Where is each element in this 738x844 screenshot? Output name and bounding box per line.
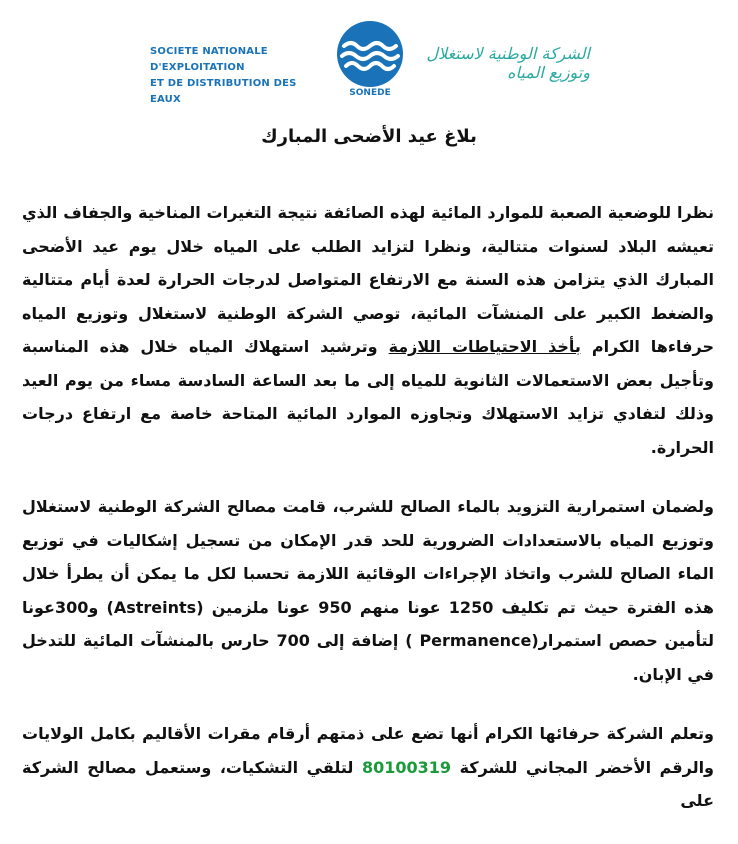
paragraph-1-text-b: وترشيد استهلاك المياه خلال هذه المناسبة وتأجيل بعض الاستعمالات الثانوية للمياه إلى ما بعد الساعة السادسة مساء من يوم العيد وذلك لتفادي تزايد الاستهلاك وتجاوزه الموارد المائية المتاحة خاصة مع ارتفاع درجات الحرارة. (22, 337, 714, 457)
paragraph-1-underlined-text: بأخذ الاحتياطات اللازمة (388, 337, 581, 356)
paragraph-3 (22, 717, 714, 818)
paragraph-1-text-a: نظرا للوضعية الصعبة للموارد المائية لهذه الصائفة نتيجة التغيرات المناخية والجفاف الذي تعيشه البلاد لسنوات متتالية، ونظرا لتزايد الطلب على المياه خلال يوم عيد الأضحى المبارك الذي يتزامن هذه السنة مع الارتفاع المتواصل لدرجات الحرارة لعدة أيام متتالية والضغط الكبير على المنشآت المائية، توصي الشركة الوطنية لاستغلال وتوزيع المياه حرفاءها الكرام (22, 203, 715, 356)
letterhead (0, 0, 738, 118)
page-title: بلاغ عيد الأضحى المبارك (261, 126, 477, 147)
paragraph-3-text-a: وتعلم الشركة حرفائها الكرام أنها تضع على ذمتهم أرقام مقرات الأقاليم بكامل الولايات والرقم الأخضر المجاني للشركة (22, 724, 714, 777)
company-name-french-line2: ET DE DISTRIBUTION DES EAUX (150, 78, 297, 105)
company-name-french (150, 44, 320, 108)
company-name-french-line1: SOCIETE NATIONALE D'EXPLOITATION (150, 46, 268, 73)
green-phone-number: 80100319 (361, 757, 452, 777)
paragraph-3-text-b: لتلقي التشكيات، وستعمل مصالح الشركة على (22, 757, 714, 810)
company-name-arabic: الشركة الوطنية لاستغلال وتوزيع المياه (426, 44, 590, 82)
logo-text: SONEDE (349, 88, 391, 98)
announcement-body (22, 196, 714, 844)
paragraph-2: ولضمان استمرارية التزويد بالماء الصالح للشرب، قامت مصالح الشركة الوطنية لاستغلال وتوزيع المياه بالاستعدادات الضرورية للحد قدر الإمكان من تسجيل إشكاليات في توزيع الماء الصالح للشرب واتخاذ الإجراءات الوقائية اللازمة تحسبا لكل ما يمكن أن يطرأ خلال هذه الفترة حيث تم تكليف 1250 عونا منهم 950 عونا ملزمين (Astreints) و300عونا لتأمين حصص استمرار(Permanence ) إضافة إلى 700 حارس بالمنشآت المائية للتدخل في الإبان. (22, 497, 714, 684)
paragraph-1 (22, 196, 714, 464)
